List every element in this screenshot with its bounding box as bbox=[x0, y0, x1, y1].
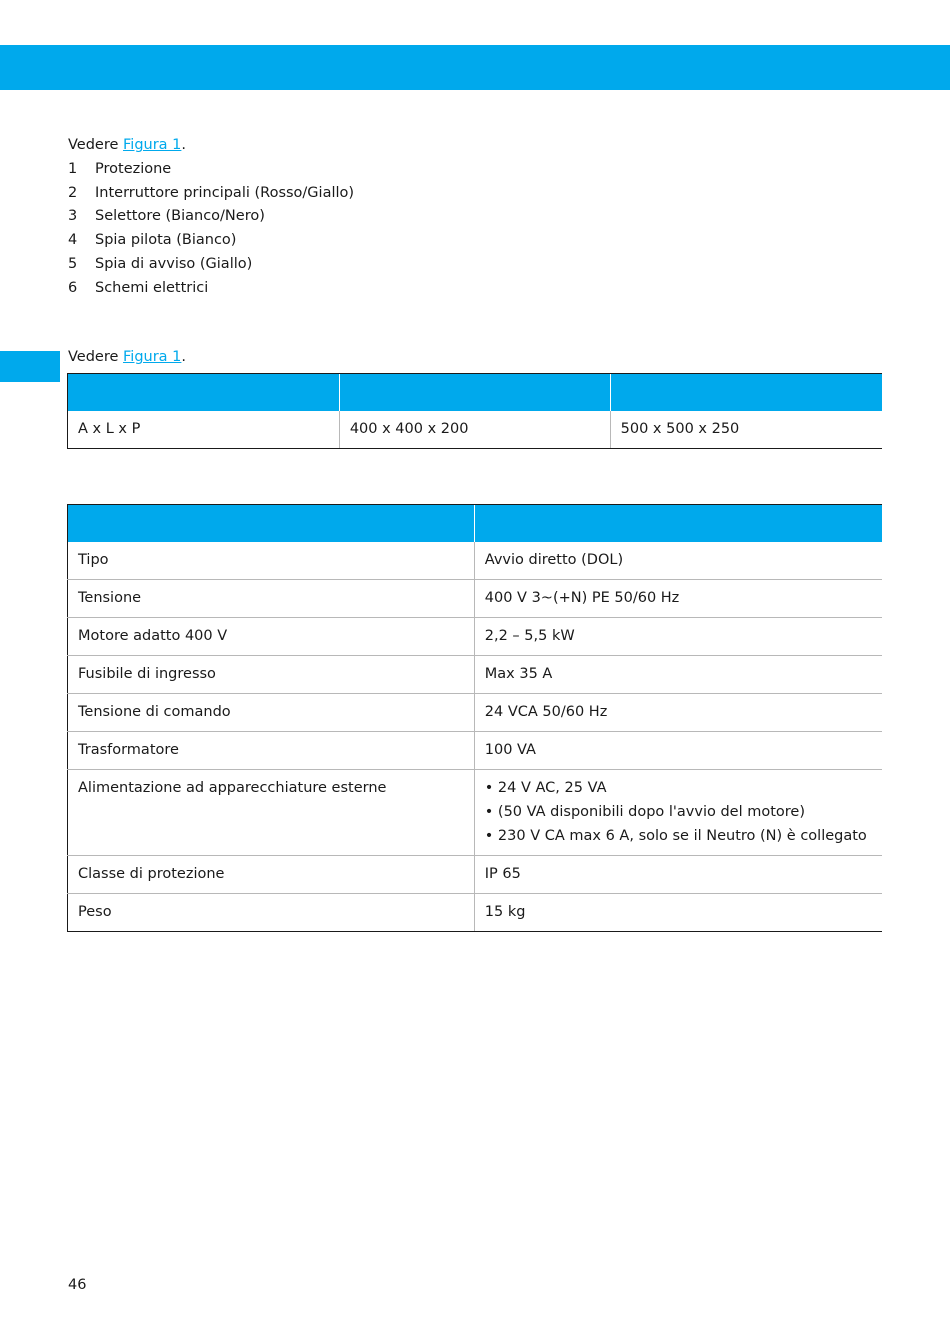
table-header-row bbox=[68, 505, 883, 543]
legend-item bbox=[68, 182, 354, 206]
see-suffix: . bbox=[181, 349, 187, 365]
bullet-item: • 24 V AC, 25 VA bbox=[484, 780, 607, 796]
table-row bbox=[68, 770, 883, 856]
spec-label: Alimentazione ad apparecchiature esterne bbox=[68, 770, 475, 856]
table-header-cell bbox=[474, 505, 882, 543]
table-row bbox=[68, 542, 883, 580]
dimensions-table bbox=[67, 373, 882, 449]
table-row bbox=[68, 411, 883, 449]
see-prefix: Vedere bbox=[68, 137, 124, 153]
bullet-list bbox=[485, 776, 873, 848]
legend-item bbox=[68, 229, 354, 253]
dimension-label: A x L x P bbox=[68, 411, 340, 449]
legend-label: Schemi elettrici bbox=[95, 279, 209, 296]
figure-link[interactable]: Figura 1 bbox=[123, 137, 182, 153]
spec-value: 2,2 – 5,5 kW bbox=[474, 618, 882, 656]
legend-number: 4 bbox=[68, 232, 78, 249]
header-bar bbox=[0, 45, 950, 90]
legend-number: 2 bbox=[68, 184, 78, 201]
spec-label: Tensione bbox=[68, 580, 475, 618]
legend-number: 5 bbox=[68, 255, 78, 272]
table-row bbox=[68, 618, 883, 656]
spec-label: Tipo bbox=[68, 542, 475, 580]
table-header-cell bbox=[339, 374, 610, 412]
technical-data-table bbox=[67, 504, 882, 932]
page-number: 46 bbox=[68, 1277, 87, 1293]
legend-number: 1 bbox=[68, 161, 78, 177]
spec-label: Classe di protezione bbox=[68, 856, 475, 894]
component-legend bbox=[68, 158, 354, 300]
legend-label: Protezione bbox=[95, 161, 172, 177]
dimension-value: 400 x 400 x 200 bbox=[339, 411, 610, 449]
table-header-cell bbox=[68, 505, 475, 543]
figure-link[interactable]: Figura 1 bbox=[123, 349, 182, 365]
legend-label: Spia di avviso (Giallo) bbox=[95, 255, 253, 272]
table-row bbox=[68, 694, 883, 732]
spec-value: 400 V 3~(+N) PE 50/60 Hz bbox=[474, 580, 882, 618]
spec-value: 24 VCA 50/60 Hz bbox=[474, 694, 882, 732]
table-header-cell bbox=[68, 374, 340, 412]
spec-value: Max 35 A bbox=[474, 656, 882, 694]
table-header-row bbox=[68, 374, 883, 412]
dimension-value: 500 x 500 x 250 bbox=[610, 411, 882, 449]
table-row bbox=[68, 732, 883, 770]
table-row bbox=[68, 856, 883, 894]
see-figure-line-1 bbox=[68, 134, 186, 158]
table-row bbox=[68, 580, 883, 618]
spec-label: Peso bbox=[68, 894, 475, 932]
spec-label: Trasformatore bbox=[68, 732, 475, 770]
spec-label: Motore adatto 400 V bbox=[68, 618, 475, 656]
chapter-tab bbox=[0, 351, 60, 382]
spec-label: Fusibile di ingresso bbox=[68, 656, 475, 694]
legend-number: 3 bbox=[68, 208, 78, 225]
legend-label: Spia pilota (Bianco) bbox=[95, 232, 237, 249]
legend-item bbox=[68, 205, 354, 229]
legend-number: 6 bbox=[68, 279, 78, 296]
bullet-item: • (50 VA disponibili dopo l'avvio del motore) bbox=[484, 804, 806, 820]
legend-label: Selettore (Bianco/Nero) bbox=[95, 208, 265, 225]
spec-value bbox=[474, 770, 882, 856]
legend-item bbox=[68, 277, 354, 301]
see-figure-line-2 bbox=[68, 346, 186, 370]
spec-label: Tensione di comando bbox=[68, 694, 475, 732]
see-prefix: Vedere bbox=[68, 349, 124, 365]
bullet-item: • 230 V CA max 6 A, solo se il Neutro (N) è collegato bbox=[484, 828, 867, 844]
table-header-cell bbox=[610, 374, 882, 412]
see-suffix: . bbox=[181, 137, 187, 153]
spec-value: IP 65 bbox=[474, 856, 882, 894]
table-row bbox=[68, 656, 883, 694]
legend-item bbox=[68, 253, 354, 277]
spec-value: Avvio diretto (DOL) bbox=[474, 542, 882, 580]
spec-value: 15 kg bbox=[474, 894, 882, 932]
legend-label: Interruttore principali (Rosso/Giallo) bbox=[95, 184, 355, 201]
legend-item bbox=[68, 158, 354, 182]
spec-value: 100 VA bbox=[474, 732, 882, 770]
table-row bbox=[68, 894, 883, 932]
